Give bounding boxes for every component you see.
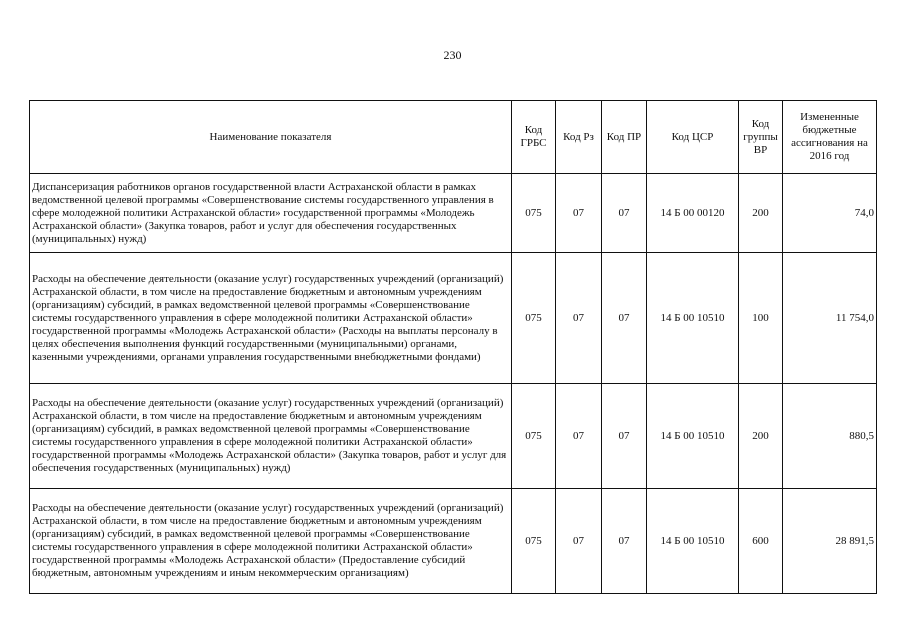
header-rz: Код Рз: [556, 101, 602, 174]
table-row: [30, 489, 877, 594]
row-grbs: 075: [512, 489, 556, 594]
row-csr: 14 Б 00 10510: [647, 253, 739, 384]
row-grbs: 075: [512, 253, 556, 384]
row-pr: 07: [602, 253, 647, 384]
table-row: [30, 384, 877, 489]
row-rz: 07: [556, 174, 602, 253]
row-amount: 11 754,0: [783, 253, 877, 384]
row-csr: 14 Б 00 10510: [647, 489, 739, 594]
table-header-row: [30, 101, 877, 174]
row-name: Расходы на обеспечение деятельности (оказание услуг) государственных учреждений (организаций) Астраханской области, в том числе на предоставление бюджетным и автономным учреждениям (организациям) субсидий, в рамках ведомственной целевой программы «Совершенствование системы государственного управления в сфере молодежной политики Астраханской области» государственной программы «Молодежь Астраханской области» (Предоставление субсидий бюджетным, автономным учреждениям и иным некоммерческим организациям): [30, 489, 512, 594]
row-pr: 07: [602, 384, 647, 489]
header-grbs: Код ГРБС: [512, 101, 556, 174]
row-vr: 200: [739, 384, 783, 489]
row-csr: 14 Б 00 00120: [647, 174, 739, 253]
budget-table: [29, 100, 877, 594]
row-grbs: 075: [512, 384, 556, 489]
header-pr: Код ПР: [602, 101, 647, 174]
row-pr: 07: [602, 174, 647, 253]
row-pr: 07: [602, 489, 647, 594]
row-vr: 600: [739, 489, 783, 594]
row-vr: 200: [739, 174, 783, 253]
row-name: Расходы на обеспечение деятельности (оказание услуг) государственных учреждений (организаций) Астраханской области, в том числе на предоставление бюджетным и автономным учреждениям (организациям) субсидий, в рамках ведомственной целевой программы «Совершенствование системы государственного управления в сфере молодежной политики Астраханской области» государственной программы «Молодежь Астраханской области» (Закупка товаров, работ и услуг для обеспечения государственных (муниципальных) нужд): [30, 384, 512, 489]
row-grbs: 075: [512, 174, 556, 253]
row-amount: 880,5: [783, 384, 877, 489]
row-name: Диспансеризация работников органов государственной власти Астраханской области в рамках ведомственной целевой программы «Совершенствование системы государственного управления в сфере молодежной политики Астраханской области» государственной программы «Молодежь Астраханской области» (Закупка товаров, работ и услуг для обеспечения государственных (муниципальных) нужд): [30, 174, 512, 253]
row-name: Расходы на обеспечение деятельности (оказание услуг) государственных учреждений (организаций) Астраханской области, в том числе на предоставление бюджетным и автономным учреждениям (организациям) субсидий, в рамках ведомственной целевой программы «Совершенствование системы государственного управления в сфере молодежной политики Астраханской области» государственной программы «Молодежь Астраханской области» (Расходы на выплаты персоналу в целях обеспечения выполнения функций государственными (муниципальными) органами, казенными учреждениями, органами управления государственными внебюджетными фондами): [30, 253, 512, 384]
header-vr: Код группы ВР: [739, 101, 783, 174]
row-amount: 28 891,5: [783, 489, 877, 594]
header-amount: Измененные бюджетные ассигнования на 2016 год: [783, 101, 877, 174]
table-row: [30, 253, 877, 384]
row-rz: 07: [556, 253, 602, 384]
row-rz: 07: [556, 489, 602, 594]
header-name: Наименование показателя: [30, 101, 512, 174]
table-row: [30, 174, 877, 253]
row-csr: 14 Б 00 10510: [647, 384, 739, 489]
row-amount: 74,0: [783, 174, 877, 253]
row-vr: 100: [739, 253, 783, 384]
page-number: 230: [443, 48, 462, 62]
row-rz: 07: [556, 384, 602, 489]
header-csr: Код ЦСР: [647, 101, 739, 174]
